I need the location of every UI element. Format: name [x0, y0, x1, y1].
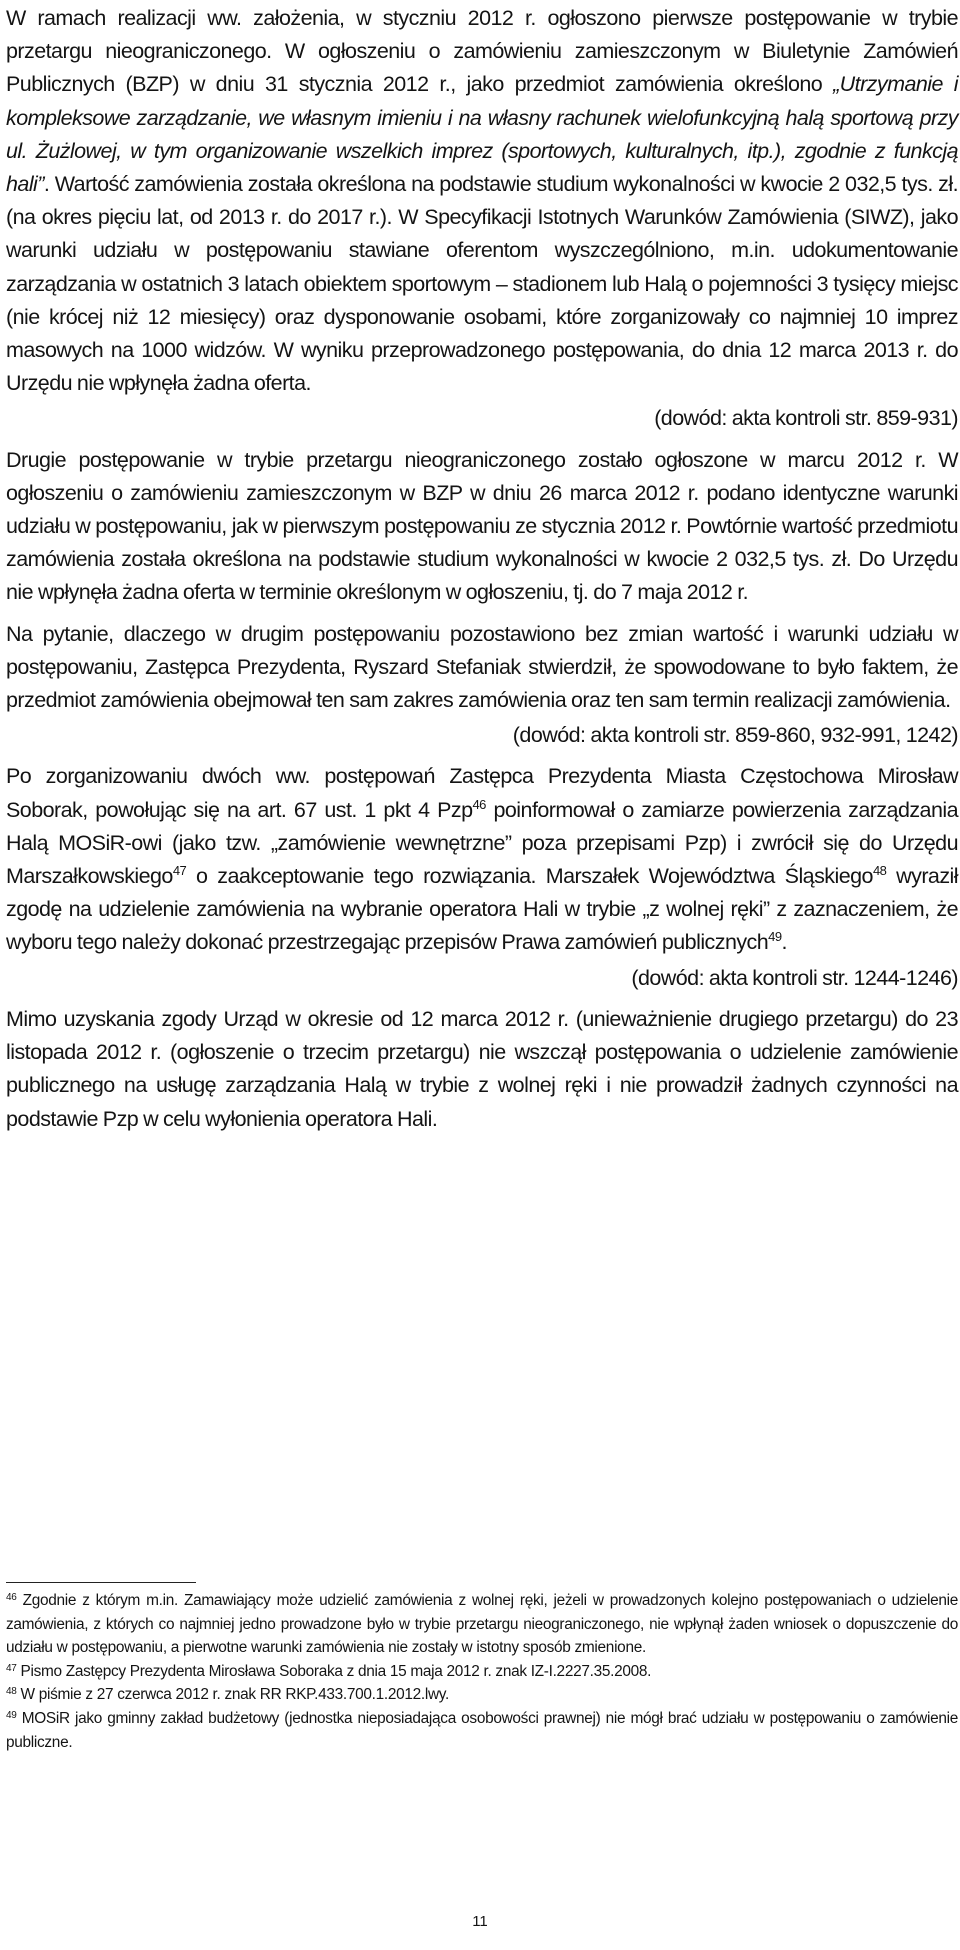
footnote-text: W piśmie z 27 czerwca 2012 r. znak RR RKP.433.700.1.2012.lwy. — [16, 1686, 450, 1704]
footnote-48 — [6, 1683, 958, 1707]
paragraph-4-text-a: Po zorganizowaniu dwóch ww. postępowań Zastępca Prezydenta Miasta Częstochowa Mirosław Soborak, powołując się na art. 67 ust. 1 pkt 4 Pzp — [6, 764, 958, 822]
footnote-number: 48 — [6, 1686, 17, 1698]
footnote-ref-48[interactable]: 48 — [872, 863, 887, 879]
paragraph-1-text-a: W ramach realizacji ww. założenia, w styczniu 2012 r. ogłoszono pierwsze postępowanie w trybie przetargu nieograniczonego. W ogłoszeniu o zamówieniu zamieszczonym w Biuletynie Zamówień Publicznych (BZP) w dniu 31 stycznia 2012 r., jako przedmiot zamówienia określono — [6, 6, 958, 97]
evidence-citation-3: (dowód: akta kontroli str. 1244-1246) — [631, 965, 958, 990]
evidence-citation-2: (dowód: akta kontroli str. 859-860, 932-991, 1242) — [512, 723, 958, 748]
evidence-citation-1: (dowód: akta kontroli str. 859-931) — [654, 406, 958, 431]
paragraph-1-text-b: . Wartość zamówienia została określona na podstawie studium wykonalności w kwocie 2 032,5 tys. zł. (na okres pięciu lat, od 2013 r. do 2017 r.). W Specyfikacji Istotnych Warunków Zamówienia (SIWZ), jako warunki udziału w postępowaniu stawiane oferentom wyszczególniono, m.in. udokumentowanie zarządzania w ostatnich 3 latach obiektem sportowym – stadionem lub Halą o pojemności 3 tysięcy miejsc (nie krócej niż 12 miesięcy) oraz dysponowanie osobami, które zorganizowały co najmniej 10 imprez masowych na 1000 widzów. W wyniku przeprowadzonego postępowania, do dnia 12 marca 2013 r. do Urzędu nie wpłynęła żadna oferta. — [6, 172, 958, 396]
body-text — [6, 2, 958, 1136]
footnote-46 — [6, 1589, 958, 1660]
footnote-number: 47 — [6, 1662, 17, 1674]
paragraph-4-text-c: o zaakceptowanie tego rozwiązania. Marszałek Województwa Śląskiego — [186, 864, 873, 889]
footnote-number: 46 — [6, 1592, 17, 1603]
paragraph-1 — [6, 2, 958, 400]
footnotes-section — [6, 1582, 958, 1754]
footnote-ref-49[interactable]: 49 — [768, 929, 782, 945]
footnote-number: 49 — [6, 1709, 17, 1721]
footnote-ref-46[interactable]: 46 — [472, 796, 486, 812]
paragraph-4-text-e: . — [781, 930, 787, 955]
paragraph-2: Drugie postępowanie w trybie przetargu nieograniczonego zostało ogłoszone w marcu 2012 r. W ogłoszeniu o zamówieniu zamieszczonym w BZP w dniu 26 marca 2012 r. podano identyczne warunki udziału w postępowaniu, jak w pierwszym postępowaniu ze stycznia 2012 r. Powtórnie wartość przedmiotu zamówienia została określona na podstawie studium wykonalności w kwocie 2 032,5 tys. zł. Do Urzędu nie wpłynęła żadna oferta w terminie określonym w ogłoszeniu, tj. do 7 maja 2012 r. — [6, 447, 958, 605]
footnote-49 — [6, 1707, 958, 1754]
paragraph-3: Na pytanie, dlaczego w drugim postępowaniu pozostawiono bez zmian wartość i warunki udziału w postępowaniu, Zastępca Prezydenta, Ryszard Stefaniak stwierdził, że spowodowane to było faktem, że przedmiot zamówienia obejmował ten sam zakres zamówienia oraz ten sam termin realizacji zamówienia. — [6, 621, 958, 713]
footnote-separator — [6, 1582, 196, 1583]
footnote-text: Zgodnie z którym m.in. Zamawiający może udzielić zamówienia z wolnej ręki, jeżeli w prowadzonych kolejno postępowaniach o udzielenie zamówienia, z których co najmniej jedno prowadzone było w trybie przetargu nieograniczonego, nie wpłynął żaden wniosek o dopuszczenie do udziału w postępowaniu, a pierwotne warunki zamówienia nie zostały w istotny sposób zmienione. — [6, 1592, 958, 1657]
paragraph-4 — [6, 760, 958, 959]
footnote-text: MOSiR jako gminny zakład budżetowy (jednostka nieposiadająca osobowości prawnej) nie mógł brać udziału w postępowaniu o zamówienie publiczne. — [6, 1709, 958, 1751]
footnote-text: Pismo Zastępcy Prezydenta Mirosława Soboraka z dnia 15 maja 2012 r. znak IZ-I.2227.35.2008. — [16, 1662, 652, 1680]
footnote-ref-47[interactable]: 47 — [172, 863, 187, 879]
footnote-47 — [6, 1660, 958, 1684]
page-number: 11 — [472, 1913, 488, 1930]
paragraph-4-text-b: poinformował o zamiarze powierzenia zarządzania Halą MOSiR-owi (jako tzw. „zamówienie wewnętrzne” poza przepisami Pzp) i zwrócił się do Urzędu Marszałkowskiego — [6, 797, 959, 889]
paragraph-4-text-d: wyraził zgodę na udzielenie zamówienia na wybranie operatora Hali w trybie „z wolnej ręki” z zaznaczeniem, że wyboru tego należy dokonać przestrzegając przepisów Prawa zamówień publicznych — [6, 864, 958, 955]
contract-subject-quote: „Utrzymanie i kompleksowe zarządzanie, we własnym imieniu i na własny rachunek wielofunkcyjną halą sportową przy ul. Żużlowej, w tym organizowanie wszelkich imprez (sportowych, kulturalnych, itp.), zgodnie z funkcją hali” — [6, 72, 959, 197]
paragraph-5: Mimo uzyskania zgody Urząd w okresie od 12 marca 2012 r. (unieważnienie drugiego przetargu) do 23 listopada 2012 r. (ogłoszenie o trzecim przetargu) nie wszczął postępowania o udzielenie zamówienie publicznego na usługę zarządzania Halą w trybie z wolnej ręki i nie prowadził żadnych czynności na podstawie Pzp w celu wyłonienia operatora Hali. — [6, 1006, 958, 1131]
